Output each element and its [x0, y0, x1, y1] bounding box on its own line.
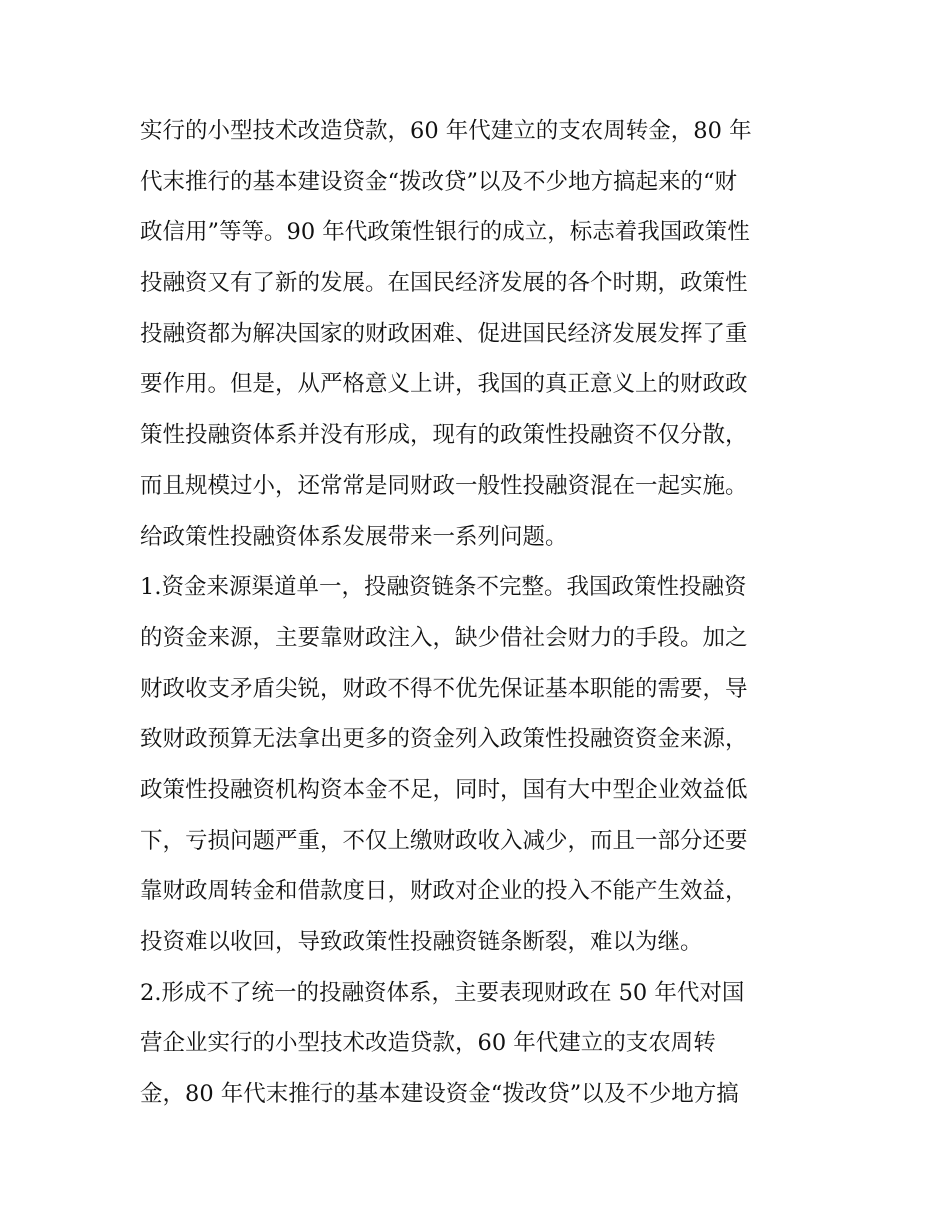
text-line: 实行的小型技术改造贷款，60 年代建立的支农周转金，80 年 — [140, 118, 752, 144]
text-line: 给政策性投融资体系发展带来一系列问题。 — [140, 523, 568, 550]
text-line: 投资难以收回，导致政策性投融资链条断裂，难以为继。 — [140, 929, 703, 955]
text-line: 营企业实行的小型技术改造贷款，60 年代建立的支农周转 — [140, 1030, 716, 1057]
text-line: 政信用”等等。90 年代政策性银行的成立，标志着我国政策性 — [140, 219, 750, 246]
body-text — [140, 106, 820, 1120]
text-line: 靠财政周转金和借款度日，财政对企业的投入不能产生效益， — [140, 878, 748, 905]
text-line: 策性投融资体系并没有形成，现有的政策性投融资不仅分散， — [140, 422, 748, 449]
text-line: 而且规模过小，还常常是同财政一般性投融资混在一起实施。 — [140, 472, 748, 499]
text-line: 代末推行的基本建设资金“拨改贷”以及不少地方搞起来的“财 — [140, 168, 738, 195]
list-item-2-line: 2.形成不了统一的投融资体系，主要表现财政在 50 年代对国 — [140, 979, 745, 1006]
text-line: 下，亏损问题严重，不仅上缴财政收入减少，而且一部分还要 — [140, 827, 748, 854]
list-item-1-line: 1.资金来源渠道单一，投融资链条不完整。我国政策性投融资 — [140, 574, 747, 601]
text-line: 财政收支矛盾尖锐，财政不得不优先保证基本职能的需要，导 — [140, 675, 748, 702]
text-line: 投融资又有了新的发展。在国民经济发展的各个时期，政策性 — [140, 270, 748, 297]
text-line: 政策性投融资机构资本金不足，同时，国有大中型企业效益低 — [140, 776, 748, 803]
text-line: 致财政预算无法拿出更多的资金列入政策性投融资资金来源， — [140, 726, 748, 753]
text-line: 金，80 年代末推行的基本建设资金“拨改贷”以及不少地方搞 — [140, 1081, 739, 1108]
text-line: 要作用。但是，从严格意义上讲，我国的真正意义上的财政政 — [140, 371, 748, 398]
text-line: 的资金来源，主要靠财政注入，缺少借社会财力的手段。加之 — [140, 624, 748, 651]
text-line: 投融资都为解决国家的财政困难、促进国民经济发展发挥了重 — [140, 320, 748, 347]
